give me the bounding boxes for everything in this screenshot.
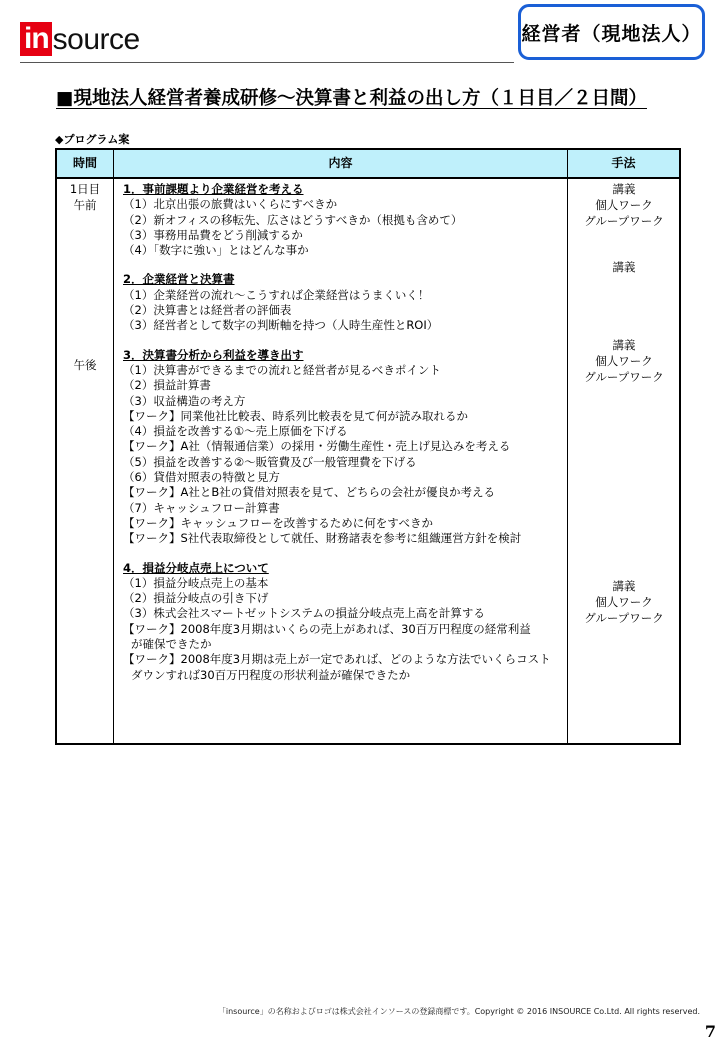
logo-mark: in — [20, 22, 52, 56]
program-table — [55, 148, 681, 745]
content-section-heading: 2．企業経営と決算書 — [123, 272, 235, 287]
content-line: 【ワーク】同業他社比較表、時系列比較表を見て何が読み取れるか — [123, 408, 468, 423]
header-content: 内容 — [328, 156, 353, 170]
content-line: が確保できたか — [131, 637, 212, 652]
content-line: （3）株式会社スマートゼットシステムの損益分岐点売上高を計算する — [123, 606, 485, 621]
column-divider — [113, 150, 114, 743]
time-day: 1日目 — [69, 182, 101, 196]
method-label: 個人ワーク — [595, 198, 653, 212]
content-line: （2）損益計算書 — [123, 378, 211, 393]
content-line: 【ワーク】A社とB社の貸借対照表を見て、どちらの会社が優良か考える — [123, 485, 496, 500]
content-line: 【ワーク】A社（情報通信業）の採用・労働生産性・売上げ見込みを考える — [123, 439, 511, 454]
method-label: 個人ワーク — [595, 354, 653, 368]
method-label: 講義 — [612, 338, 636, 352]
content-line: 【ワーク】S社代表取締役として就任、財務諸表を参考に組織運営方針を検討 — [123, 531, 522, 546]
content-line: （3）経営者として数字の判断軸を持つ（人時生産性とROI） — [123, 318, 439, 333]
method-block-3 — [569, 337, 679, 385]
content-spacer — [123, 334, 563, 348]
method-label: グループワーク — [584, 611, 664, 625]
content-column — [123, 182, 563, 683]
content-section-heading: 1．事前課題より企業経営を考える — [123, 182, 304, 196]
copyright-footer: 「insource」の名称およびロゴは株式会社インソースの登録商標です。Copyright © 2016 INSOURCE Co.Ltd. All rights reserved. — [217, 1007, 700, 1016]
content-line: 【ワーク】2008年度3月期はいくらの売上があれば、30百万円程度の経常利益 — [123, 621, 531, 636]
content-line: （7）キャッシュフロー計算書 — [123, 500, 280, 515]
section-label: ◆プログラム案 — [55, 133, 130, 146]
content-line: （4）損益を改善する①〜売上原価を下げる — [123, 424, 348, 439]
content-spacer — [123, 258, 563, 272]
method-column — [569, 181, 679, 626]
time-column — [57, 181, 113, 373]
content-line: （6）貸借対照表の特徴と見方 — [123, 470, 280, 485]
content-spacer — [123, 547, 563, 561]
content-line: （3）事務用品費をどう削減するか — [123, 227, 303, 242]
content-line: （2）決算書とは経営者の評価表 — [123, 303, 292, 318]
content-section-heading: 3．決算書分析から利益を導き出す — [123, 347, 304, 362]
method-block-4 — [569, 578, 679, 626]
content-line: （1）決算書ができるまでの流れと経営者が見るべきポイント — [123, 362, 441, 377]
column-divider — [567, 150, 568, 743]
time-am: 午前 — [73, 198, 97, 212]
method-block-1 — [569, 181, 679, 229]
content-line: （4）「数字に強い」とはどんな事か — [123, 243, 309, 258]
page-title: ■現地法人経営者養成研修〜決算書と利益の出し方（１日目／２日間） — [56, 88, 647, 109]
header-divider — [20, 62, 514, 63]
insource-logo — [20, 22, 140, 56]
content-line: （5）損益を改善する②〜販管費及び一般管理費を下げる — [123, 454, 417, 469]
content-line: （2）新オフィスの移転先、広さはどうすべきか（根拠も含めて） — [123, 212, 463, 227]
header-method: 手法 — [611, 156, 636, 170]
method-label: 講義 — [612, 182, 636, 196]
method-label: 講義 — [612, 579, 636, 593]
content-line: 【ワーク】キャッシュフローを改善するために何をすべきか — [123, 515, 434, 530]
logo-wordmark: source — [52, 22, 140, 56]
page-number: 7 — [704, 1022, 716, 1041]
content-line: （2）損益分岐点の引き下げ — [123, 591, 269, 606]
time-pm: 午後 — [73, 358, 97, 372]
method-block-2 — [569, 259, 679, 275]
content-line: （1）損益分岐点売上の基本 — [123, 575, 269, 590]
content-line: （1）北京出張の旅費はいくらにすべきか — [123, 197, 338, 212]
method-label: 個人ワーク — [595, 595, 653, 609]
category-badge: 経営者（現地法人） — [518, 4, 705, 60]
content-line: （3）収益構造の考え方 — [123, 393, 246, 408]
content-section-heading: 4．損益分岐点売上について — [123, 560, 269, 575]
method-label: 講義 — [612, 260, 636, 274]
method-label: グループワーク — [584, 370, 664, 384]
header-time: 時間 — [72, 156, 97, 170]
content-line: （1）企業経営の流れ〜こうすれば企業経営はうまくいく！ — [123, 287, 430, 302]
method-label: グループワーク — [584, 214, 664, 228]
content-line: ダウンすれば30百万円程度の形状利益が確保できたか — [131, 667, 411, 682]
table-header-row — [57, 150, 679, 179]
content-line: 【ワーク】2008年度3月期は売上が一定であれば、どのような方法でいくらコスト — [123, 652, 551, 667]
